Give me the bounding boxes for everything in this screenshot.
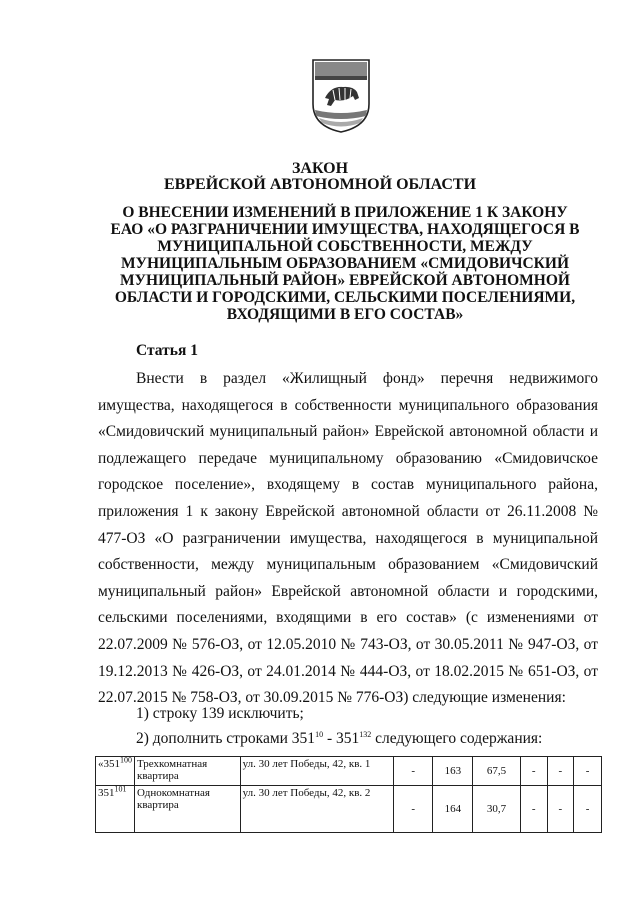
table-cell: - xyxy=(520,786,547,833)
table-row xyxy=(96,757,602,786)
table-cell: - xyxy=(574,757,602,786)
property-type: Трехкомнатная квартира xyxy=(135,757,241,786)
law-heading: ЗАКОН xyxy=(291,160,349,177)
article-body: Внести в раздел «Жилищный фонд» перечня недвижимого имущества, находящегося в собственности муниципального образования «Смидовичский муниципальный район» Еврейской автономной области и подлежащего передаче муниципальному образованию «Смидовичское городское поселение», входящему в состав муниципального района, приложения 1 к закону Еврейской автономной области от 26.11.2008 № 477-ОЗ «О разграничении имущества, находящегося в муниципальной собственности, между муниципальным образованием «Смидовичский муниципальный район» Еврейской автономной области и городскими, сельскими поселениями, входящими в его состав» (с изменениями от 22.07.2009 № 576-ОЗ, от 12.05.2010 № 743-ОЗ, от 30.05.2011 № 947-ОЗ, от 19.12.2013 № 426-ОЗ, от 24.01.2014 № 444-ОЗ, от 18.02.2015 № 651-ОЗ, от 22.07.2015 № 758-ОЗ, от 30.09.2015 № 776-ОЗ) следующие изменения: xyxy=(98,370,598,707)
table-cell: - xyxy=(520,757,547,786)
property-type: Однокомнатная квартира xyxy=(135,786,241,833)
table-cell: - xyxy=(547,757,574,786)
item2-dash: - 351 xyxy=(323,730,360,747)
property-address: ул. 30 лет Победы, 42, кв. 2 xyxy=(240,786,393,833)
property-table xyxy=(95,756,602,833)
coat-of-arms-emblem xyxy=(311,56,371,134)
table-row xyxy=(96,786,602,833)
table-cell: - xyxy=(393,757,433,786)
item2-prefix: 2) дополнить строками 351 xyxy=(136,730,316,747)
article-title: Статья 1 xyxy=(136,342,198,359)
table-cell: 164 xyxy=(433,786,473,833)
item2-sup-a: 10 xyxy=(315,729,324,739)
region-heading: ЕВРЕЙСКОЙ АВТОНОМНОЙ ОБЛАСТИ xyxy=(163,176,477,193)
list-item-2 xyxy=(136,730,542,748)
table-cell: 163 xyxy=(433,757,473,786)
law-title: О ВНЕСЕНИИ ИЗМЕНЕНИЙ В ПРИЛОЖЕНИЕ 1 К ЗАКОНУ ЕАО «О РАЗГРАНИЧЕНИИ ИМУЩЕСТВА, НАХОДЯЩЕГОСЯ В МУНИЦИПАЛЬНОЙ СОБСТВЕННОСТИ, МЕЖДУ МУНИЦИПАЛЬНЫМ ОБРАЗОВАНИЕМ «СМИДОВИЧСКИЙ МУНИЦИПАЛЬНЫЙ РАЙОН» ЕВРЕЙСКОЙ АВТОНОМНОЙ ОБЛАСТИ И ГОРОДСКИМИ, СЕЛЬСКИМИ ПОСЕЛЕНИЯМИ, ВХОДЯЩИМИ В ЕГО СОСТАВ» xyxy=(110,204,580,323)
table-cell: - xyxy=(393,786,433,833)
table-cell: 67,5 xyxy=(473,757,521,786)
table-cell: - xyxy=(574,786,602,833)
property-address: ул. 30 лет Победы, 42, кв. 1 xyxy=(240,757,393,786)
row-number: «$351^{100}$ xyxy=(96,757,135,786)
item2-suffix: следующего содержания: xyxy=(371,730,543,747)
table-cell: - xyxy=(547,786,574,833)
table-cell: 30,7 xyxy=(473,786,521,833)
item2-sup-b: 132 xyxy=(359,729,372,739)
row-number: $351^{101}$ xyxy=(96,786,135,833)
list-item-1: 1) строку 139 исключить; xyxy=(136,705,304,722)
